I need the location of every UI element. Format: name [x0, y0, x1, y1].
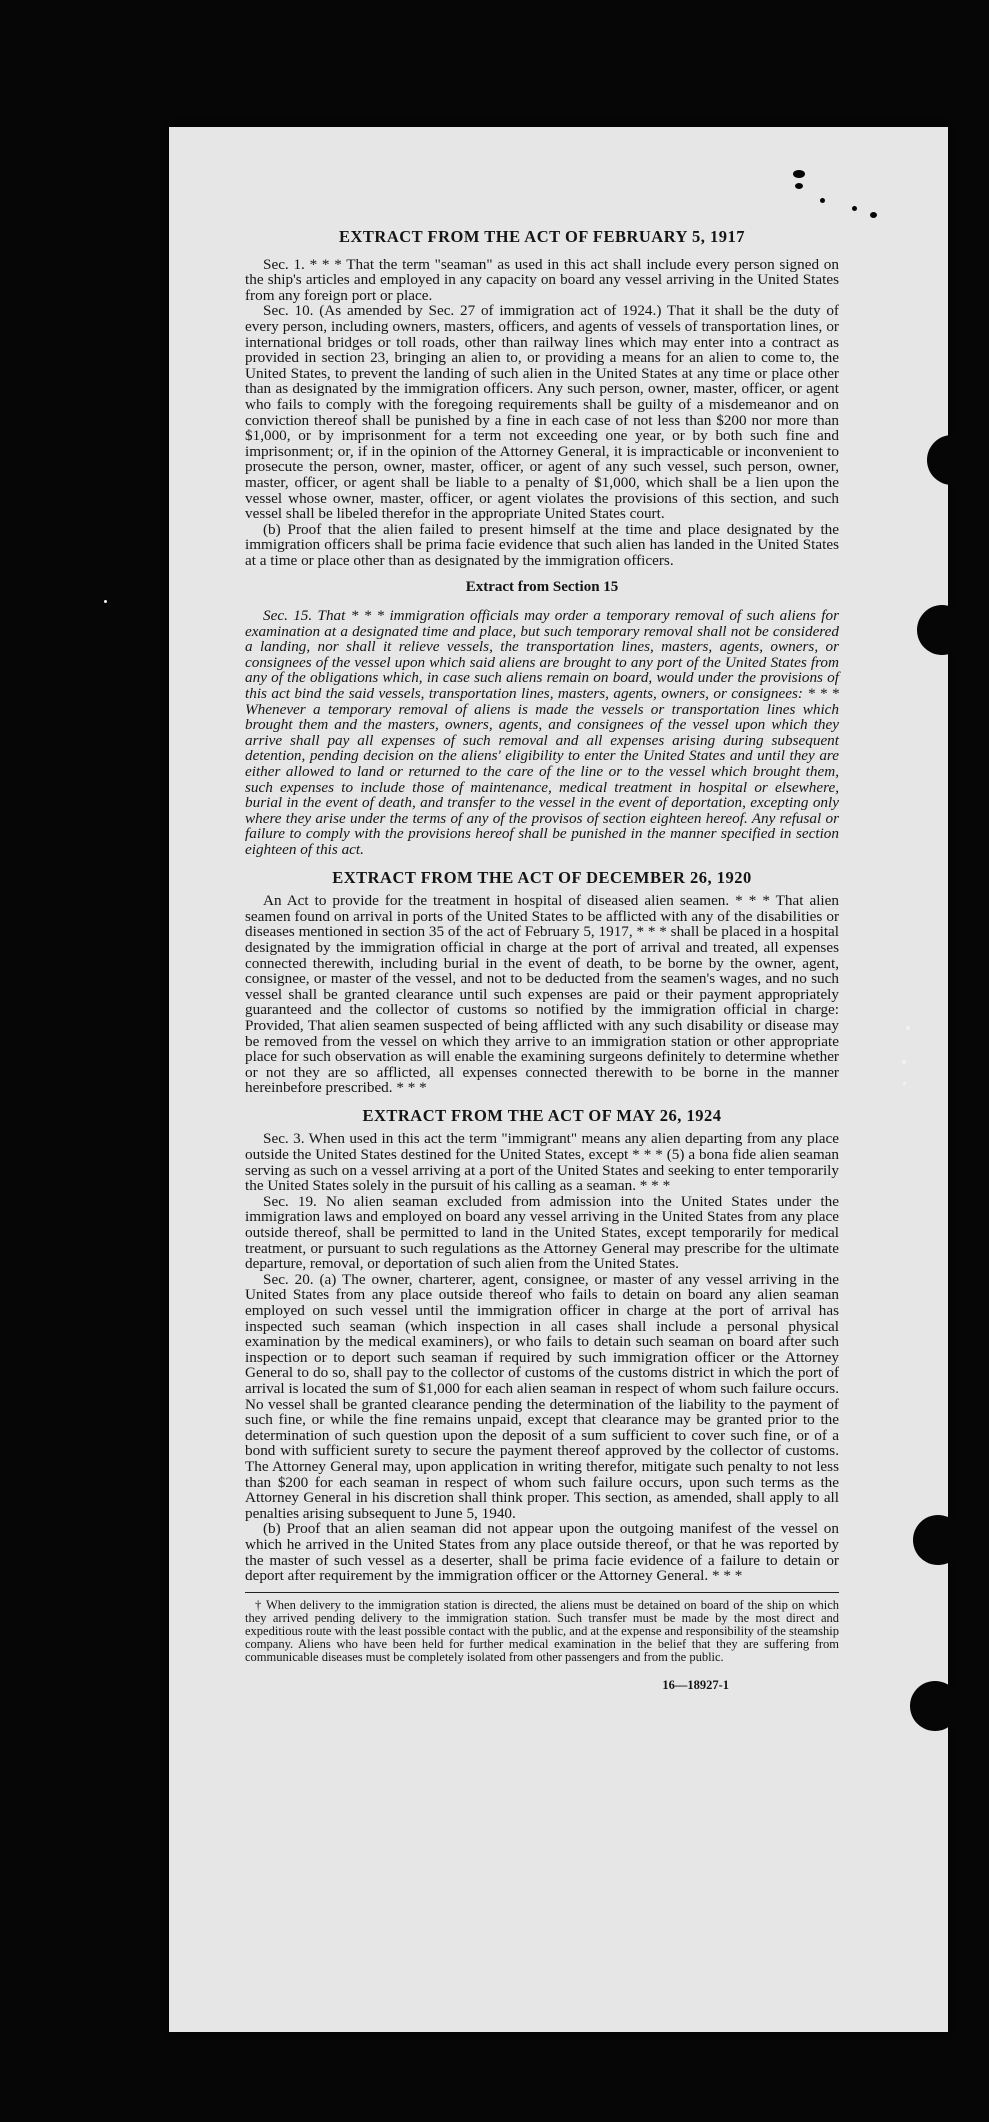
footnote-divider [245, 1592, 839, 1593]
footnote [245, 1599, 839, 1664]
document-page [169, 127, 948, 2032]
section-heading-1917: EXTRACT FROM THE ACT OF FEBRUARY 5, 1917 [339, 227, 745, 246]
scan-mark [906, 1026, 910, 1030]
scan-mark [104, 600, 107, 603]
scan-speck [793, 170, 805, 178]
form-number: 16—18927-1 [662, 1677, 729, 1692]
scan-speck [870, 212, 877, 218]
paragraph-sec-20-a: Sec. 20. (a) The owner, charterer, agent, consignee, or master of any vessel arriving in the United States from any place outside thereof who fails to detain on board any alien seaman employed on such vessel until the immigration officer in charge at the port of arrival has inspected such seaman (which inspection in all cases shall include a personal physical examination by the medical examiners), or who fails to detain such seaman on board after such inspection or to deport such seaman if required by such immigration officer or the Attorney General to do so, shall pay to the collector of customs of the customs district in which the port of arrival is located the sum of $1,000 for each alien seaman in respect of whom such failure occurs. No vessel shall be granted clearance pending the determination of the liability to the payment of such fine, or while the fine remains unpaid, except that clearance may be granted prior to the determination of such question upon the deposit of a sum sufficient to cover such fine, or of a bond with sufficient surety to secure the payment thereof approved by the collector of customs. The Attorney General may, upon application in writing therefor, mitigate such penalty to not less than $200 for each seaman in respect of whom such failure occurs, upon such terms as the Attorney General in his discretion shall think proper. This section, as amended, shall apply to all penalties arising subsequent to June 5, 1940. [245, 1270, 839, 1522]
paragraph-sec-10-b: (b) Proof that the alien failed to present himself at the time and place designated by the immigration officers shall be prima facie evidence that such alien has landed in the United States at a time or place other than as designated by the immigration officers. [245, 520, 839, 569]
paragraph-sec-1: Sec. 1. * * * That the term "seaman" as used in this act shall include every person signed on the ship's articles and employed in any capacity on board any vessel arriving in the United States from any foreign port or place. [245, 255, 839, 304]
scan-mark [902, 1060, 906, 1064]
section-heading-1920: EXTRACT FROM THE ACT OF DECEMBER 26, 1920 [332, 867, 752, 887]
paragraph-sec-10: Sec. 10. (As amended by Sec. 27 of immigration act of 1924.) That it shall be the duty of every person, including owners, masters, officers, and agents of vessels of transportation lines, or international bridges or toll roads, other than railway lines which may enter into a contract as provided in section 23, bringing an alien to, or providing a means for an alien to come to, the United States, to prevent the landing of such alien in the United States at any time or place other than as designated by the immigration officers. Any such person, owner, master, officer, or agent who fails to comply with the foregoing requirements shall be guilty of a misdemeanor and on conviction thereof shall be punished by a fine in each case of not less than $200 nor more than $1,000, or by imprisonment for a term not exceeding one year, or by both such fine and imprisonment; or, if in the opinion of the Attorney General, it is impracticable or inconvenient to prosecute the person, owner, master, officer, or agent of any such vessel, such person, owner, master, officer, or agent shall be liable to a penalty of $1,000, which shall be a lien upon the vessel whose owner, master, officer, or agent violates the provisions of this section, and such vessel shall be libeled therefor in the appropriate United States court. [245, 302, 839, 523]
paragraph-sec-20-b: (b) Proof that an alien seaman did not appear upon the outgoing manifest of the vessel on which he arrived in the United States from any place outside thereof, or that he was reported by the master of such vessel as a deserter, shall be prima facie evidence of a failure to detain or deport after requirement by the immigration officer or the Attorney General. * * * [245, 1520, 839, 1585]
punch-hole [927, 435, 977, 485]
paragraph-sec-19: Sec. 19. No alien seaman excluded from admission into the United States under the immigration laws and employed on board any vessel arriving in the United States from any place outside thereof, shall be permitted to land in the United States, except temporarily for medical treatment, or pursuant to such regulations as the Attorney General may prescribe for the ultimate departure, removal, or deportation of such alien from the United States. [245, 1192, 839, 1273]
scan-speck [852, 206, 857, 211]
paragraph-sec-3: Sec. 3. When used in this act the term "immigrant" means any alien departing from any place outside the United States destined for the United States, except * * * (5) a bona fide alien seaman serving as such on a vessel arriving at a port of the United States and seeking to enter temporarily the United States solely in the pursuit of his calling as a seaman. * * * [245, 1130, 839, 1195]
punch-hole [910, 1681, 960, 1731]
scan-speck [820, 198, 825, 203]
scan-speck [795, 183, 803, 189]
punch-hole [913, 1515, 963, 1565]
section-15-block [245, 608, 839, 858]
subheading-section-15: Extract from Section 15 [465, 579, 619, 596]
footnote-text: † When delivery to the immigration station is directed, the aliens must be detained on board of the ship on which they arrived pending delivery to the immigration station. Such transfer must be made by the most direct and expeditious route with the least possible contact with the public, and at the expense and responsibility of the steamship company. Aliens who have been held for further medical examination in the belief that they are suffering from communicable diseases must be completely isolated from other passengers and from the public. [245, 1597, 839, 1664]
section-heading-1924: EXTRACT FROM THE ACT OF MAY 26, 1924 [362, 1105, 722, 1125]
paragraph-act-1920: An Act to provide for the treatment in hospital of diseased alien seamen. * * * That alien seamen found on arrival in ports of the United States to be afflicted with any of the disabilities or diseases mentioned in section 35 of the act of February 5, 1917, * * * shall be placed in a hospital designated by the immigration official in charge at the port of arrival and treated, all expenses connected therewith, including burial in the event of death, to be borne by the owner, agent, consignee, or master of the vessel, and not to be deducted from the seamen's wages, and no such vessel shall be granted clearance until such expenses are paid or their payment appropriately guaranteed and the collector of customs so notified by the immigration official in charge: Provided, That alien seamen suspected of being afflicted with any such disability or disease may be removed from the vessel on which they arrive to an immigration station or other appropriate place for such observation as will enable the examining surgeons definitely to determine whether or not they are so afflicted, all expenses connected therewith to be borne in the manner hereinbefore prescribed. * * * [245, 892, 839, 1097]
document-body [245, 229, 839, 1693]
paragraph-sec-15: Sec. 15. That * * * immigration officials may order a temporary removal of such aliens for examination at a designated time and place, but such temporary removal shall not be considered a landing, nor shall it relieve vessels, the transportation lines, masters, agents, owners, or consignees of the vessel upon which said aliens are brought to any port of the United States from any of the obligations which, in case such aliens remain on board, would under the provisions of this act bind the said vessels, transportation lines, masters, agents, owners, or consignees: * * * Whenever a temporary removal of aliens is made the vessels or transportation lines which brought them and the masters, owners, agents, and consignees of the vessel upon which they arrive shall pay all expenses of such removal and all expenses arising during subsequent detention, pending decision on the aliens' eligibility to enter the United States and until they are either allowed to land or returned to the care of the line or to the vessel which brought them, such expenses to include those of maintenance, medical treatment in hospital or elsewhere, burial in the event of death, and transfer to the vessel in the event of deportation, excepting only where they arise under the terms of any of the provisos of section eighteen hereof. Any refusal or failure to comply with the provisions hereof shall be punished in the manner specified in section eighteen of this act. [245, 607, 839, 858]
scan-mark [903, 1082, 906, 1085]
punch-hole [917, 605, 967, 655]
